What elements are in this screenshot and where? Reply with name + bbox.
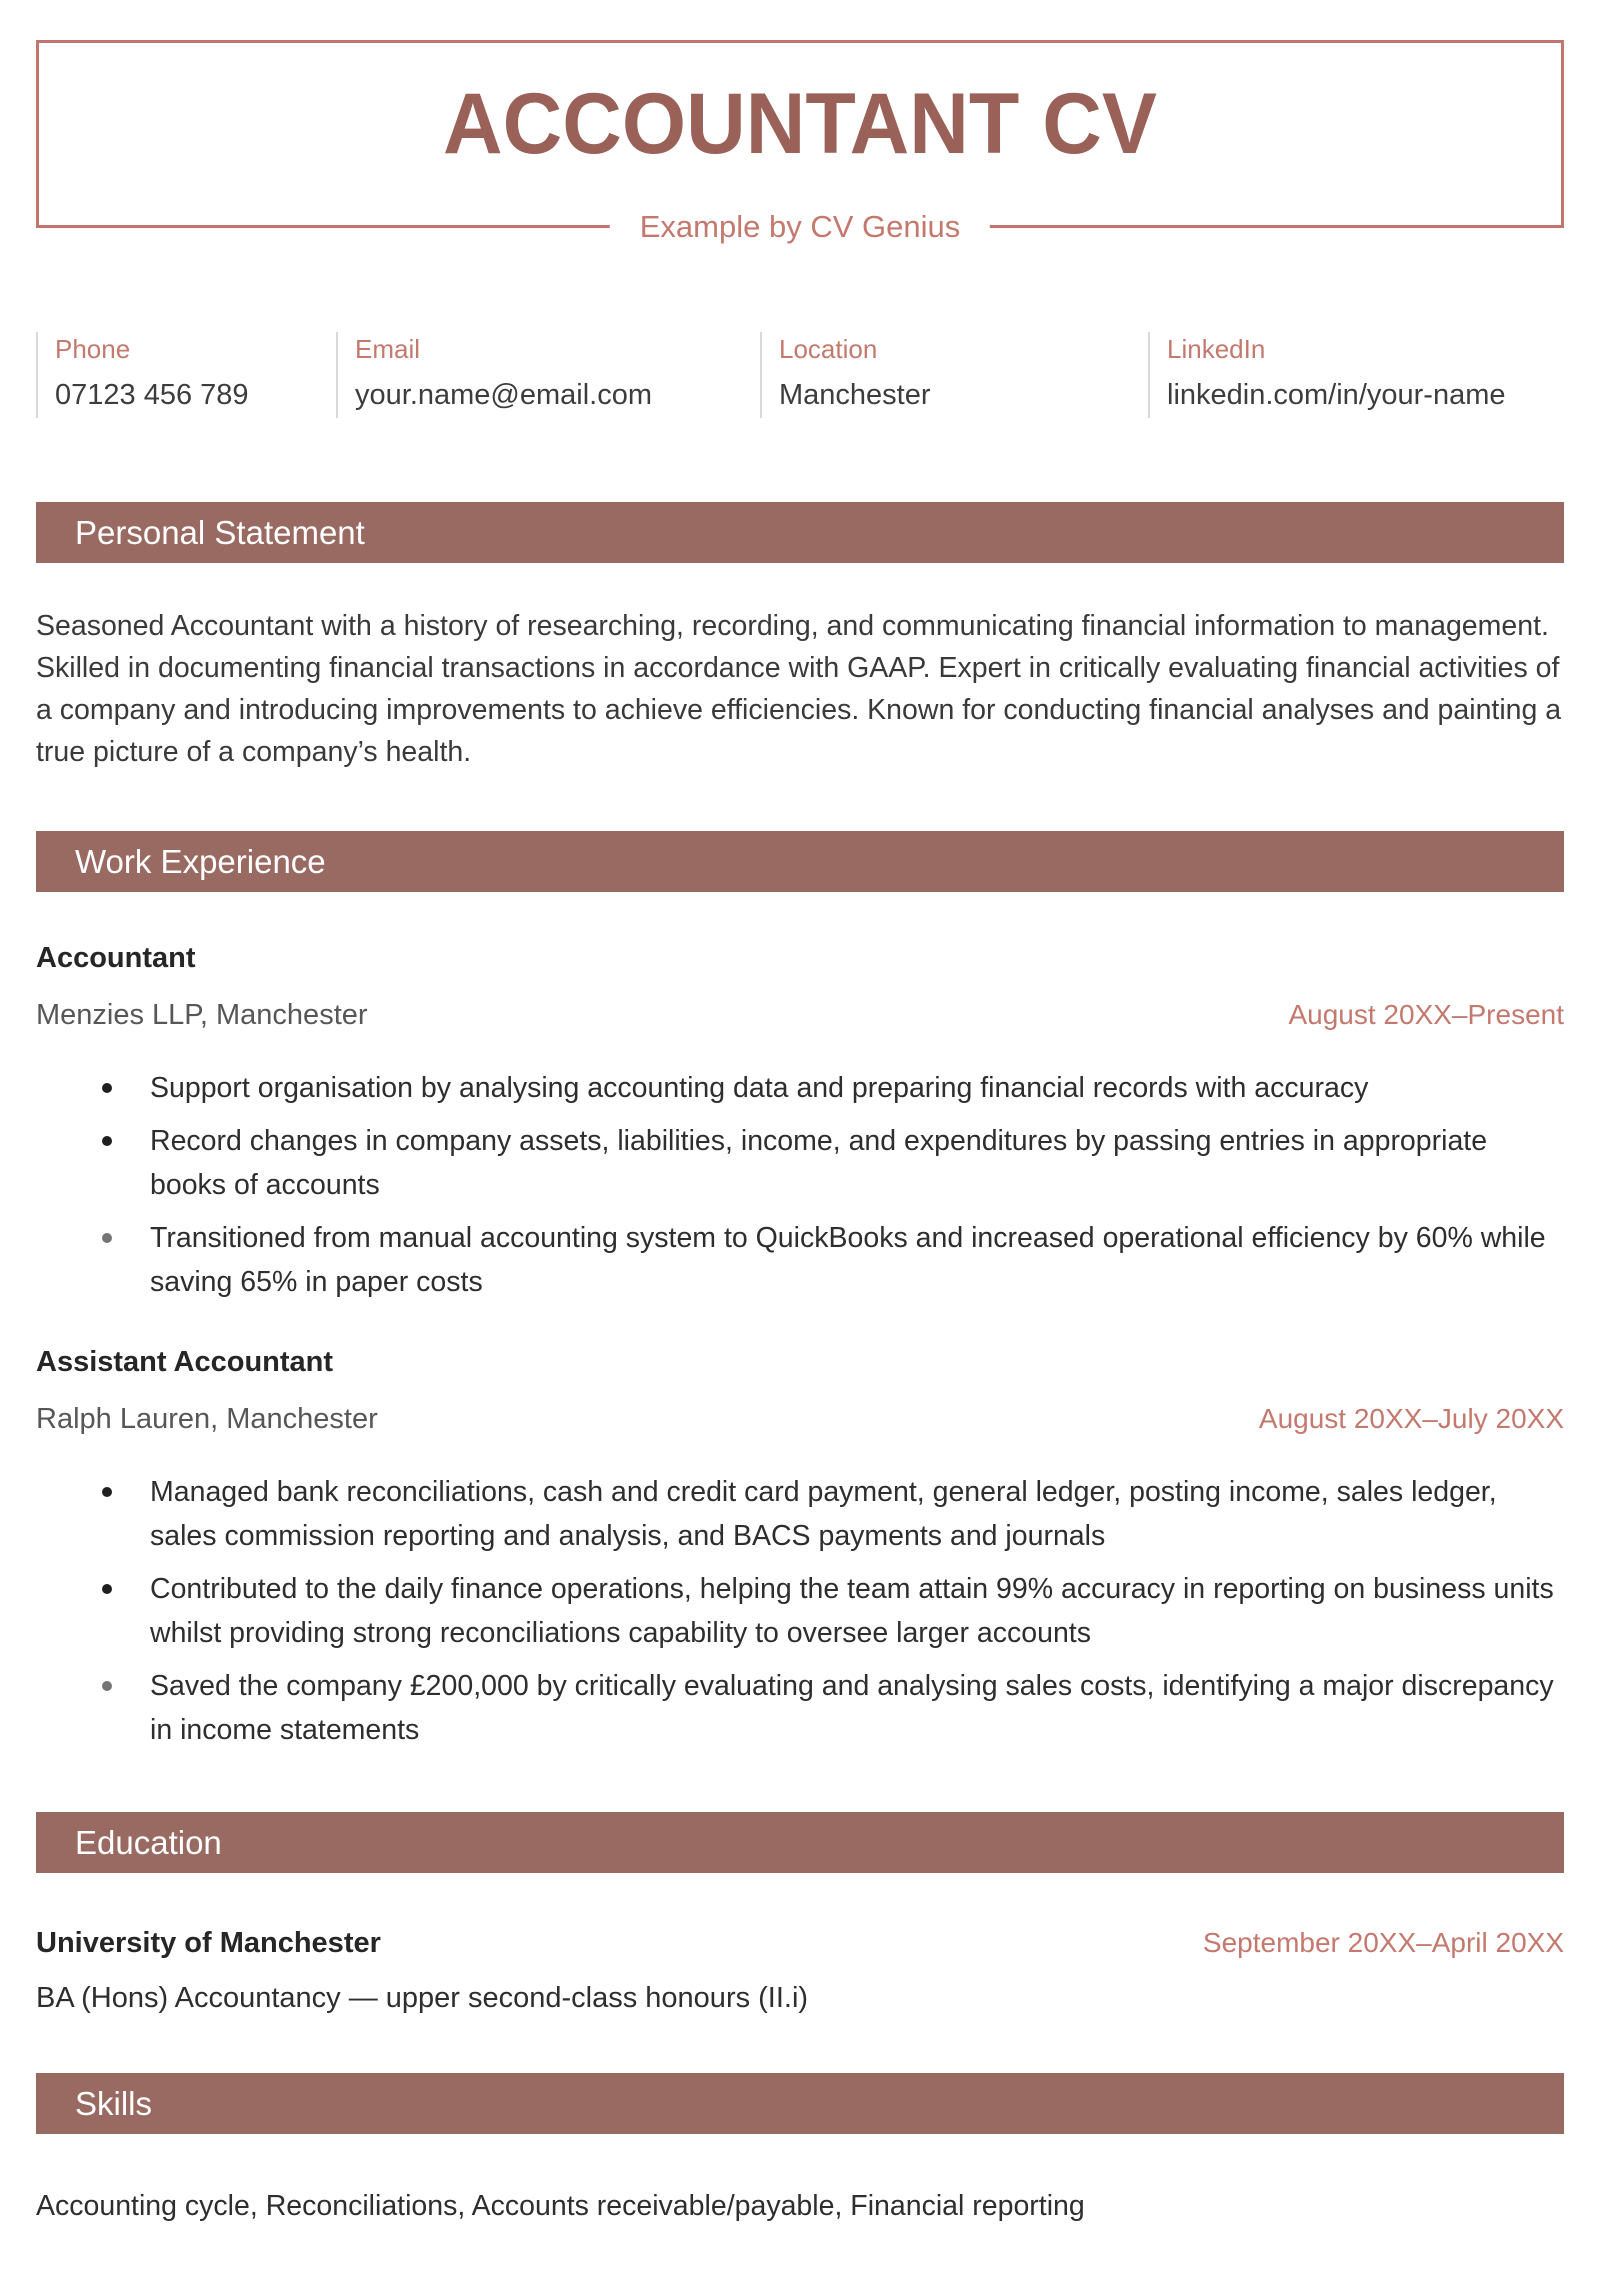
contact-location-value: Manchester [779, 379, 931, 411]
education-degree: BA (Hons) Accountancy — upper second-class honours (II.i) [36, 1982, 809, 2014]
bullet-item [36, 1119, 1564, 1207]
contact-email-value: your.name@email.com [355, 379, 652, 411]
section-heading-personal-statement: Personal Statement [36, 502, 1564, 563]
bullet-dot-icon [102, 1083, 112, 1093]
skills-text: Accounting cycle, Reconciliations, Accounts receivable/payable, Financial reporting [36, 2190, 1085, 2222]
contact-email [336, 332, 760, 418]
bullet-text: Saved the company £200,000 by critically evaluating and analysing sales costs, identifying a major discrepancy in income statements [150, 1670, 1554, 1746]
job-bullet-list [36, 1066, 1564, 1304]
page-title: ACCOUNTANT CV [443, 76, 1157, 172]
contact-email-label: Email [355, 334, 421, 364]
contact-linkedin-label: LinkedIn [1167, 334, 1266, 364]
job-title: Accountant [36, 942, 196, 974]
job-company: Menzies LLP, Manchester [36, 999, 368, 1031]
contact-location [760, 332, 1148, 418]
section-heading-skills: Skills [36, 2073, 1564, 2134]
job-company: Ralph Lauren, Manchester [36, 1403, 378, 1435]
education-dates: September 20XX–April 20XX [1202, 1927, 1564, 1958]
section-heading-education: Education [36, 1812, 1564, 1873]
bullet-dot-icon [102, 1487, 112, 1497]
header-box [36, 40, 1564, 244]
bullet-text: Record changes in company assets, liabilities, income, and expenditures by passing entries in appropriate books of accounts [150, 1125, 1488, 1201]
bullet-item [36, 1066, 1564, 1110]
page-subtitle: Example by CV Genius [610, 209, 990, 245]
job-dates: August 20XX–July 20XX [1258, 1403, 1564, 1434]
bullet-item [36, 1567, 1564, 1655]
job-dates: August 20XX–Present [1288, 999, 1564, 1030]
bullet-text: Managed bank reconciliations, cash and credit card payment, general ledger, posting income, sales ledger, sales commission reporting and analysis, and BACS payments and journals [150, 1476, 1497, 1552]
job-title: Assistant Accountant [36, 1346, 334, 1378]
job-meta-row [36, 999, 1564, 1032]
contact-location-label: Location [779, 334, 878, 364]
section-heading-work-experience: Work Experience [36, 831, 1564, 892]
bullet-text: Transitioned from manual accounting system to QuickBooks and increased operational efficiency by 60% while saving 65% in paper costs [150, 1222, 1546, 1298]
education-school: University of Manchester [36, 1927, 381, 1959]
job-bullet-list [36, 1470, 1564, 1752]
bullet-text: Support organisation by analysing accounting data and preparing financial records with accuracy [150, 1072, 1369, 1104]
job-entry-assistant-accountant [36, 1346, 1564, 1752]
education-entry [36, 1927, 1564, 1960]
personal-statement-text: Seasoned Accountant with a history of researching, recording, and communicating financial information to management. Skilled in documenting financial transactions in accordance with GAAP. Expert in critically evaluating financial activities of a company and introducing improvements to achieve efficiencies. Known for conducting financial analyses and painting a true picture of a company’s health. [36, 610, 1562, 768]
bullet-dot-icon [102, 1233, 112, 1243]
job-entry-accountant [36, 942, 1564, 1304]
bullet-item [36, 1664, 1564, 1752]
contact-linkedin-value: linkedin.com/in/your-name [1167, 379, 1506, 411]
job-meta-row [36, 1403, 1564, 1436]
contact-phone [36, 332, 336, 418]
contact-row [36, 332, 1564, 418]
bullet-text: Contributed to the daily finance operations, helping the team attain 99% accuracy in reporting on business units whilst providing strong reconciliations capability to oversee larger accounts [150, 1573, 1554, 1649]
bullet-dot-icon [102, 1584, 112, 1594]
bullet-item [36, 1470, 1564, 1558]
bullet-dot-icon [102, 1681, 112, 1691]
bullet-dot-icon [102, 1136, 112, 1146]
contact-phone-value: 07123 456 789 [55, 379, 249, 411]
contact-linkedin [1148, 332, 1564, 418]
contact-phone-label: Phone [55, 334, 131, 364]
bullet-item [36, 1216, 1564, 1304]
